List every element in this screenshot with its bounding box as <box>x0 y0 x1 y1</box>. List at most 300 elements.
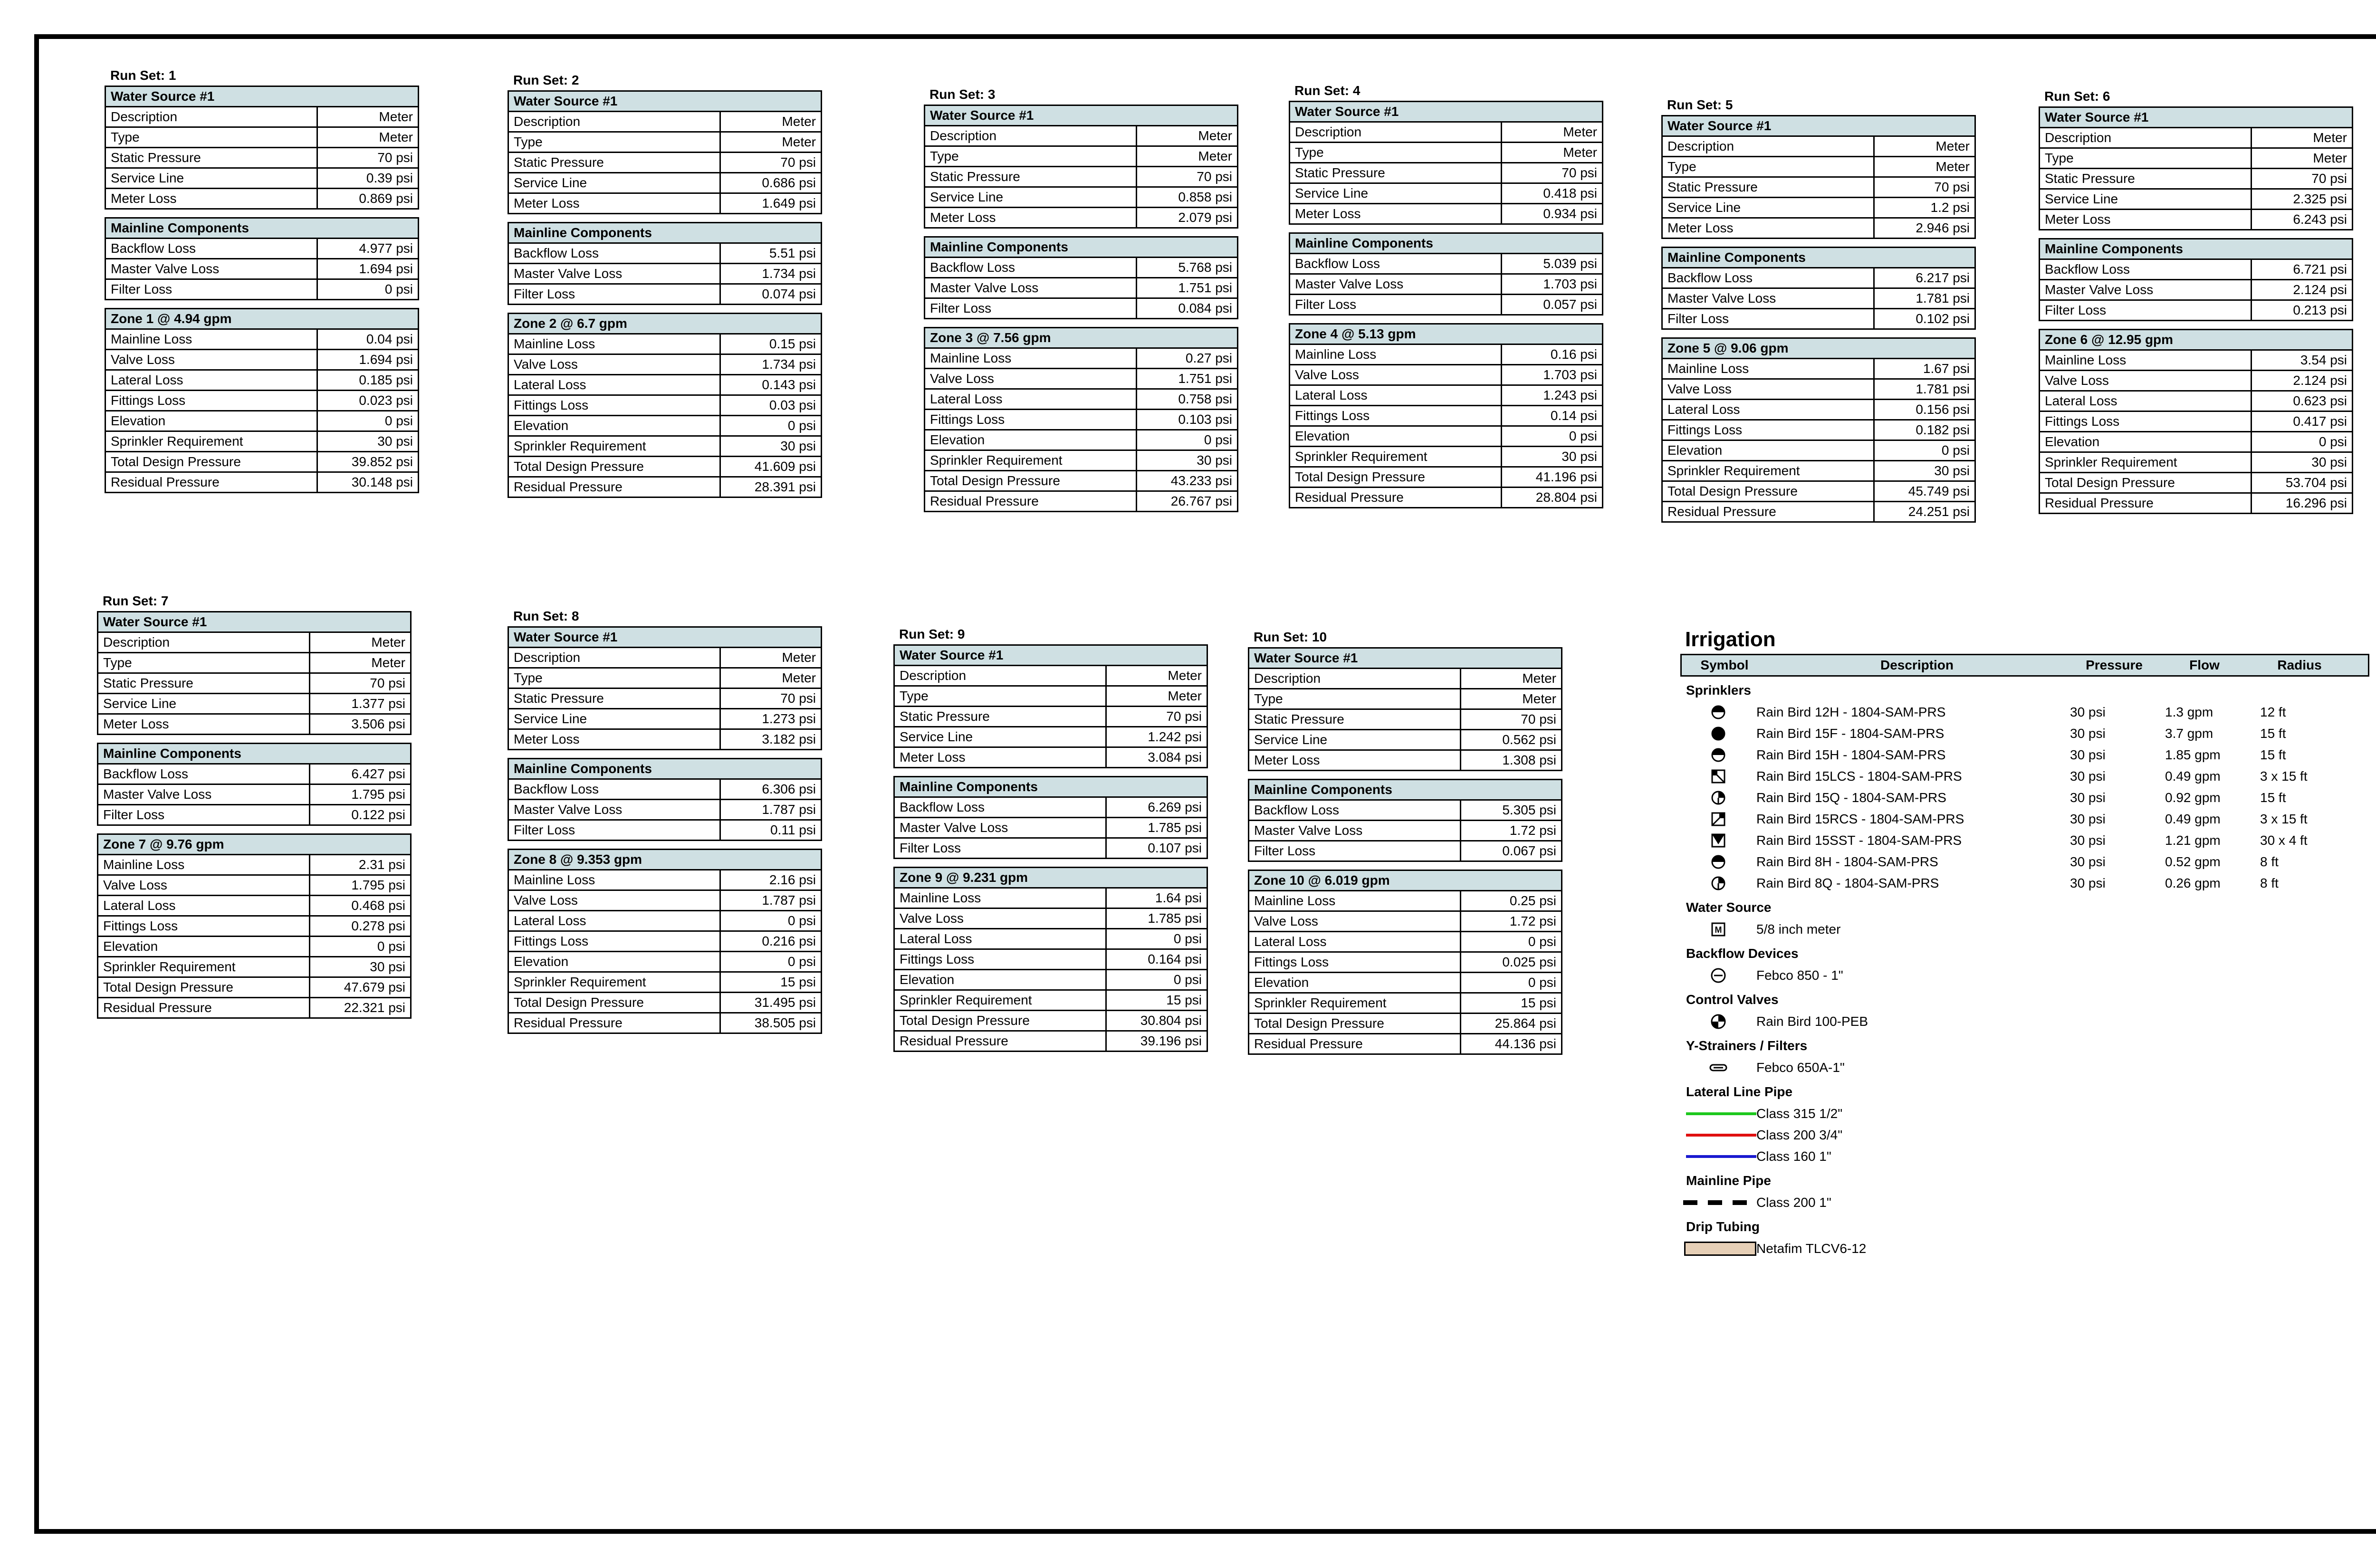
table-header: Zone 4 @ 5.13 gpm <box>1290 324 1603 344</box>
sprinkler-description: Rain Bird 15Q - 1804-SAM-PRS <box>1756 790 1946 805</box>
table-row <box>2040 210 2353 230</box>
row-value: 1.734 psi <box>720 264 822 284</box>
water-source-table <box>1661 115 1976 239</box>
table-row <box>1290 467 1603 488</box>
row-value: Meter <box>720 668 822 688</box>
row-label: Valve Loss <box>2040 371 2251 391</box>
row-value: 70 psi <box>1137 167 1238 187</box>
legend-category-strainers: Y-Strainers / Filters <box>1686 1038 1808 1053</box>
row-value: Meter <box>1106 686 1207 707</box>
run-set-title: Run Set: 4 <box>1294 83 1360 98</box>
row-label: Master Valve Loss <box>894 818 1106 838</box>
legend-row-sprinkler <box>1680 701 2369 723</box>
table-row <box>1249 730 1562 750</box>
row-label: Sprinkler Requirement <box>508 436 720 457</box>
row-value: 0.758 psi <box>1137 389 1238 410</box>
row-value: 70 psi <box>1874 177 1975 198</box>
table-row <box>1662 379 1975 400</box>
table-row <box>1290 344 1603 365</box>
row-value: 1.795 psi <box>310 784 411 805</box>
row-label: Type <box>1662 157 1874 177</box>
row-value: 0.102 psi <box>1874 309 1975 329</box>
row-value: 0.025 psi <box>1461 952 1562 973</box>
row-label: Mainline Loss <box>1249 891 1461 911</box>
row-value: 0.023 psi <box>317 391 419 411</box>
zone-table <box>1661 337 1976 523</box>
row-label: Master Valve Loss <box>105 259 317 279</box>
table-row <box>508 193 822 214</box>
table-row <box>1290 406 1603 426</box>
row-label: Residual Pressure <box>105 472 317 493</box>
legend-category-mainline: Mainline Pipe <box>1686 1173 1771 1188</box>
table-row <box>894 707 1207 727</box>
table-row <box>1662 461 1975 481</box>
water-source-table <box>105 86 419 210</box>
row-value: 1.64 psi <box>1106 888 1207 908</box>
table-row <box>98 764 411 784</box>
water-source-table <box>1289 101 1603 225</box>
table-header: Mainline Components <box>508 223 822 243</box>
row-label: Static Pressure <box>925 167 1137 187</box>
legend-header <box>1680 654 2369 677</box>
table-row <box>1662 359 1975 379</box>
legend-row-mainline <box>1680 1192 2369 1213</box>
table-row <box>894 929 1207 949</box>
table-row <box>1290 365 1603 385</box>
table-row <box>105 127 419 148</box>
row-label: Elevation <box>508 952 720 972</box>
row-label: Valve Loss <box>105 350 317 370</box>
legend-category-sprinklers: Sprinklers <box>1686 683 1751 698</box>
table-row <box>508 911 822 931</box>
row-label: Mainline Loss <box>105 329 317 350</box>
row-label: Elevation <box>1249 973 1461 993</box>
row-value: Meter <box>1137 146 1238 167</box>
table-row <box>1662 177 1975 198</box>
run-set-title: Run Set: 5 <box>1667 97 1733 112</box>
row-value: 5.305 psi <box>1461 800 1562 821</box>
row-label: Static Pressure <box>508 688 720 709</box>
row-label: Filter Loss <box>1662 309 1874 329</box>
row-value: Meter <box>1106 666 1207 686</box>
table-row <box>508 668 822 688</box>
lateral-pipe-line-icon <box>1686 1155 1756 1158</box>
row-label: Fittings Loss <box>925 410 1137 430</box>
run-set-title: Run Set: 8 <box>513 609 579 623</box>
run-set-title: Run Set: 7 <box>103 593 169 608</box>
table-row <box>508 1013 822 1033</box>
mainline-table <box>1289 232 1603 316</box>
row-value: 1.67 psi <box>1874 359 1975 379</box>
full-circle-icon <box>1680 726 1756 741</box>
side-strip-icon <box>1680 833 1756 848</box>
row-value: 0 psi <box>1461 973 1562 993</box>
row-label: Service Line <box>2040 189 2251 210</box>
row-label: Static Pressure <box>1290 163 1502 183</box>
legend-row-drip <box>1680 1238 2369 1259</box>
lateral-pipe-line-icon <box>1686 1112 1756 1115</box>
row-label: Total Design Pressure <box>1662 481 1874 502</box>
legend-item-label: Netafim TLCV6-12 <box>1756 1241 1867 1256</box>
row-label: Elevation <box>1290 426 1502 447</box>
table-header: Mainline Components <box>1662 248 1975 268</box>
row-value: 30 psi <box>310 957 411 977</box>
row-value: 30 psi <box>1874 461 1975 481</box>
table-row <box>894 838 1207 859</box>
legend-col-description: Description <box>1880 658 1954 672</box>
row-label: Residual Pressure <box>2040 493 2251 514</box>
row-label: Type <box>98 653 310 673</box>
row-label: Backflow Loss <box>894 797 1106 818</box>
table-row <box>105 189 419 209</box>
row-label: Backflow Loss <box>1290 254 1502 274</box>
table-row <box>1662 481 1975 502</box>
legend-category-water-source: Water Source <box>1686 900 1772 915</box>
row-value: 5.768 psi <box>1137 258 1238 278</box>
run-set-9 <box>893 626 1208 1060</box>
row-value: 0.623 psi <box>2251 391 2353 411</box>
row-value: 0.03 psi <box>720 395 822 416</box>
table-row <box>105 370 419 391</box>
table-row <box>1662 288 1975 309</box>
table-header: Water Source #1 <box>1249 648 1562 669</box>
sprinkler-pressure: 30 psi <box>2070 768 2106 784</box>
row-label: Valve Loss <box>1290 365 1502 385</box>
table-row <box>894 990 1207 1011</box>
row-label: Backflow Loss <box>1662 268 1874 288</box>
row-value: 0 psi <box>720 416 822 436</box>
table-row <box>925 278 1238 298</box>
row-value: 70 psi <box>1106 707 1207 727</box>
sprinkler-flow: 1.21 gpm <box>2165 832 2221 848</box>
legend-item-label: 5/8 inch meter <box>1756 921 1841 937</box>
row-value: Meter <box>1461 689 1562 709</box>
row-value: 0.27 psi <box>1137 348 1238 369</box>
table-row <box>2040 411 2353 432</box>
table-row <box>98 937 411 957</box>
row-label: Description <box>508 648 720 668</box>
table-row <box>2040 148 2353 169</box>
table-row <box>508 648 822 668</box>
row-value: 0 psi <box>1106 970 1207 990</box>
row-label: Total Design Pressure <box>1249 1013 1461 1034</box>
legend-item-label: Class 200 3/4" <box>1756 1127 1843 1142</box>
table-row <box>98 855 411 875</box>
table-row <box>508 820 822 841</box>
row-value: Meter <box>1874 157 1975 177</box>
table-header: Water Source #1 <box>98 612 411 632</box>
row-label: Meter Loss <box>98 714 310 735</box>
legend-row-sprinkler <box>1680 872 2369 894</box>
row-label: Total Design Pressure <box>1290 467 1502 488</box>
sprinkler-radius: 12 ft <box>2260 704 2286 719</box>
row-value: 25.864 psi <box>1461 1013 1562 1034</box>
row-label: Backflow Loss <box>508 243 720 264</box>
row-value: 1.787 psi <box>720 800 822 820</box>
row-label: Filter Loss <box>894 838 1106 859</box>
row-value: 0 psi <box>2251 432 2353 452</box>
sprinkler-description: Rain Bird 15SST - 1804-SAM-PRS <box>1756 832 1962 848</box>
control-valve-icon <box>1710 1013 1726 1030</box>
row-value: 1.242 psi <box>1106 727 1207 747</box>
sprinkler-list <box>1680 701 2369 894</box>
table-row <box>508 870 822 890</box>
row-label: Service Line <box>508 709 720 729</box>
row-label: Lateral Loss <box>894 929 1106 949</box>
legend-row-sprinkler <box>1680 723 2369 744</box>
row-value: 70 psi <box>720 688 822 709</box>
table-header: Water Source #1 <box>1662 116 1975 136</box>
row-value: 1.694 psi <box>317 350 419 370</box>
table-header: Zone 7 @ 9.76 gpm <box>98 834 411 855</box>
sprinkler-description: Rain Bird 15RCS - 1804-SAM-PRS <box>1756 811 1964 826</box>
row-value: 0.278 psi <box>310 916 411 937</box>
table-row <box>508 457 822 477</box>
half-circle-icon <box>1680 747 1756 763</box>
row-label: Backflow Loss <box>925 258 1137 278</box>
sprinkler-radius: 30 x 4 ft <box>2260 832 2308 848</box>
table-row <box>894 666 1207 686</box>
table-row <box>2040 452 2353 473</box>
row-value: 30.804 psi <box>1106 1011 1207 1031</box>
quarter-circle-icon <box>1680 790 1756 805</box>
row-label: Type <box>894 686 1106 707</box>
row-value: Meter <box>310 653 411 673</box>
row-label: Fittings Loss <box>508 395 720 416</box>
row-value: 44.136 psi <box>1461 1034 1562 1054</box>
row-value: 0.869 psi <box>317 189 419 209</box>
table-row <box>2040 432 2353 452</box>
left-corner-strip-icon <box>1680 769 1756 784</box>
row-label: Type <box>1290 143 1502 163</box>
row-label: Total Design Pressure <box>508 457 720 477</box>
table-row <box>2040 189 2353 210</box>
row-label: Lateral Loss <box>1290 385 1502 406</box>
row-label: Mainline Loss <box>508 334 720 354</box>
row-value: 0 psi <box>317 411 419 431</box>
sprinkler-flow: 0.26 gpm <box>2165 875 2221 890</box>
row-label: Elevation <box>508 416 720 436</box>
table-row <box>894 1031 1207 1052</box>
row-label: Master Valve Loss <box>508 264 720 284</box>
legend-row-sprinkler <box>1680 765 2369 787</box>
legend-item-label: Febco 850 - 1" <box>1756 967 1843 983</box>
table-row <box>508 375 822 395</box>
sprinkler-pressure: 30 psi <box>2070 747 2106 762</box>
row-label: Master Valve Loss <box>1662 288 1874 309</box>
legend-category-lateral: Lateral Line Pipe <box>1686 1084 1793 1099</box>
row-label: Backflow Loss <box>98 764 310 784</box>
table-row <box>2040 280 2353 300</box>
row-label: Master Valve Loss <box>1290 274 1502 295</box>
row-value: 4.977 psi <box>317 239 419 259</box>
row-label: Meter Loss <box>105 189 317 209</box>
row-value: 0.562 psi <box>1461 730 1562 750</box>
row-value: 0 psi <box>1502 426 1603 447</box>
row-label: Service Line <box>508 173 720 193</box>
table-header: Zone 5 @ 9.06 gpm <box>1662 338 1975 359</box>
table-row <box>1249 1034 1562 1054</box>
row-value: 6.217 psi <box>1874 268 1975 288</box>
row-label: Valve Loss <box>894 908 1106 929</box>
row-value: 0.14 psi <box>1502 406 1603 426</box>
row-value: 0.182 psi <box>1874 420 1975 440</box>
table-row <box>508 931 822 952</box>
half-circle-icon <box>1680 854 1756 870</box>
row-value: 0 psi <box>720 911 822 931</box>
table-row <box>1662 440 1975 461</box>
row-value: 30 psi <box>317 431 419 452</box>
table-row <box>1662 309 1975 329</box>
row-value: 16.296 psi <box>2251 493 2353 514</box>
table-header: Mainline Components <box>894 777 1207 797</box>
row-label: Meter Loss <box>508 193 720 214</box>
row-label: Total Design Pressure <box>98 977 310 998</box>
row-value: 0.074 psi <box>720 284 822 305</box>
table-row <box>925 491 1238 512</box>
row-label: Backflow Loss <box>508 779 720 800</box>
row-value: 1.734 psi <box>720 354 822 375</box>
row-label: Filter Loss <box>508 284 720 305</box>
row-label: Total Design Pressure <box>508 993 720 1013</box>
table-header: Water Source #1 <box>508 91 822 112</box>
table-row <box>1290 426 1603 447</box>
table-row <box>105 107 419 127</box>
row-label: Mainline Loss <box>2040 350 2251 371</box>
table-row <box>98 694 411 714</box>
row-label: Master Valve Loss <box>98 784 310 805</box>
zone-table <box>97 833 412 1019</box>
row-label: Meter Loss <box>2040 210 2251 230</box>
table-row <box>105 148 419 168</box>
table-row <box>508 264 822 284</box>
row-value: 26.767 psi <box>1137 491 1238 512</box>
legend-row-sprinkler <box>1680 787 2369 808</box>
table-row <box>925 258 1238 278</box>
row-value: 0.16 psi <box>1502 344 1603 365</box>
sprinkler-flow: 0.49 gpm <box>2165 768 2221 784</box>
sprinkler-description: Rain Bird 8H - 1804-SAM-PRS <box>1756 854 1938 869</box>
row-value: 0.468 psi <box>310 896 411 916</box>
table-row <box>105 431 419 452</box>
sprinkler-description: Rain Bird 15LCS - 1804-SAM-PRS <box>1756 768 1962 784</box>
table-header: Zone 2 @ 6.7 gpm <box>508 314 822 334</box>
mainline-table <box>97 743 412 826</box>
row-value: 70 psi <box>720 153 822 173</box>
row-label: Residual Pressure <box>98 998 310 1018</box>
mainline-table <box>508 222 822 305</box>
table-row <box>1662 268 1975 288</box>
table-row <box>105 168 419 189</box>
row-value: 2.946 psi <box>1874 218 1975 239</box>
row-value: 0 psi <box>1106 929 1207 949</box>
row-value: 15 psi <box>1461 993 1562 1013</box>
row-label: Static Pressure <box>2040 169 2251 189</box>
row-value: 1.751 psi <box>1137 278 1238 298</box>
table-row <box>508 173 822 193</box>
table-row <box>98 653 411 673</box>
row-label: Master Valve Loss <box>508 800 720 820</box>
row-label: Service Line <box>1249 730 1461 750</box>
row-label: Sprinkler Requirement <box>508 972 720 993</box>
row-label: Backflow Loss <box>1249 800 1461 821</box>
row-label: Sprinkler Requirement <box>1662 461 1874 481</box>
quarter-circle-icon <box>1680 876 1756 891</box>
table-row <box>508 243 822 264</box>
table-row <box>508 972 822 993</box>
table-row <box>1249 1013 1562 1034</box>
legend-item-label: Rain Bird 100-PEB <box>1756 1013 1868 1029</box>
table-row <box>508 800 822 820</box>
row-value: 3.54 psi <box>2251 350 2353 371</box>
row-value: 0 psi <box>720 952 822 972</box>
row-label: Elevation <box>1662 440 1874 461</box>
lateral-pipe-list <box>1680 1103 2369 1167</box>
table-row <box>894 818 1207 838</box>
row-value: 70 psi <box>310 673 411 694</box>
table-row <box>1290 143 1603 163</box>
table-row <box>508 688 822 709</box>
row-label: Filter Loss <box>925 298 1137 319</box>
row-value: 1.785 psi <box>1106 818 1207 838</box>
row-value: 2.124 psi <box>2251 280 2353 300</box>
table-row <box>105 239 419 259</box>
row-label: Lateral Loss <box>105 370 317 391</box>
row-label: Service Line <box>1662 198 1874 218</box>
mainline-table <box>508 758 822 841</box>
sprinkler-pressure: 30 psi <box>2070 726 2106 741</box>
row-value: 0.107 psi <box>1106 838 1207 859</box>
row-value: 6.243 psi <box>2251 210 2353 230</box>
row-label: Static Pressure <box>894 707 1106 727</box>
sprinkler-flow: 1.85 gpm <box>2165 747 2221 762</box>
table-row <box>98 784 411 805</box>
table-row <box>1290 385 1603 406</box>
row-value: 0.418 psi <box>1502 183 1603 204</box>
sprinkler-radius: 8 ft <box>2260 854 2279 869</box>
legend-row-control-valve <box>1680 1011 2369 1032</box>
table-row <box>894 727 1207 747</box>
row-label: Filter Loss <box>98 805 310 825</box>
row-value: 70 psi <box>1461 709 1562 730</box>
row-label: Valve Loss <box>1249 911 1461 932</box>
table-header: Mainline Components <box>2040 239 2353 259</box>
row-value: 0.143 psi <box>720 375 822 395</box>
table-row <box>1662 136 1975 157</box>
row-value: 1.703 psi <box>1502 274 1603 295</box>
row-value: 1.787 psi <box>720 890 822 911</box>
table-row <box>98 977 411 998</box>
row-value: 70 psi <box>1502 163 1603 183</box>
sprinkler-description: Rain Bird 15F - 1804-SAM-PRS <box>1756 726 1945 741</box>
row-value: 0.057 psi <box>1502 295 1603 315</box>
row-value: 0.216 psi <box>720 931 822 952</box>
row-value: 0.39 psi <box>317 168 419 189</box>
zone-table <box>105 308 419 493</box>
mainline-table <box>893 776 1208 859</box>
table-row <box>508 334 822 354</box>
water-source-table <box>508 90 822 214</box>
row-value: Meter <box>317 127 419 148</box>
meter-icon <box>1711 922 1725 937</box>
table-row <box>1290 183 1603 204</box>
mainline-table <box>2039 238 2353 321</box>
row-value: 39.196 psi <box>1106 1031 1207 1052</box>
table-row <box>508 779 822 800</box>
row-value: 0.103 psi <box>1137 410 1238 430</box>
row-label: Static Pressure <box>105 148 317 168</box>
row-label: Residual Pressure <box>508 477 720 497</box>
